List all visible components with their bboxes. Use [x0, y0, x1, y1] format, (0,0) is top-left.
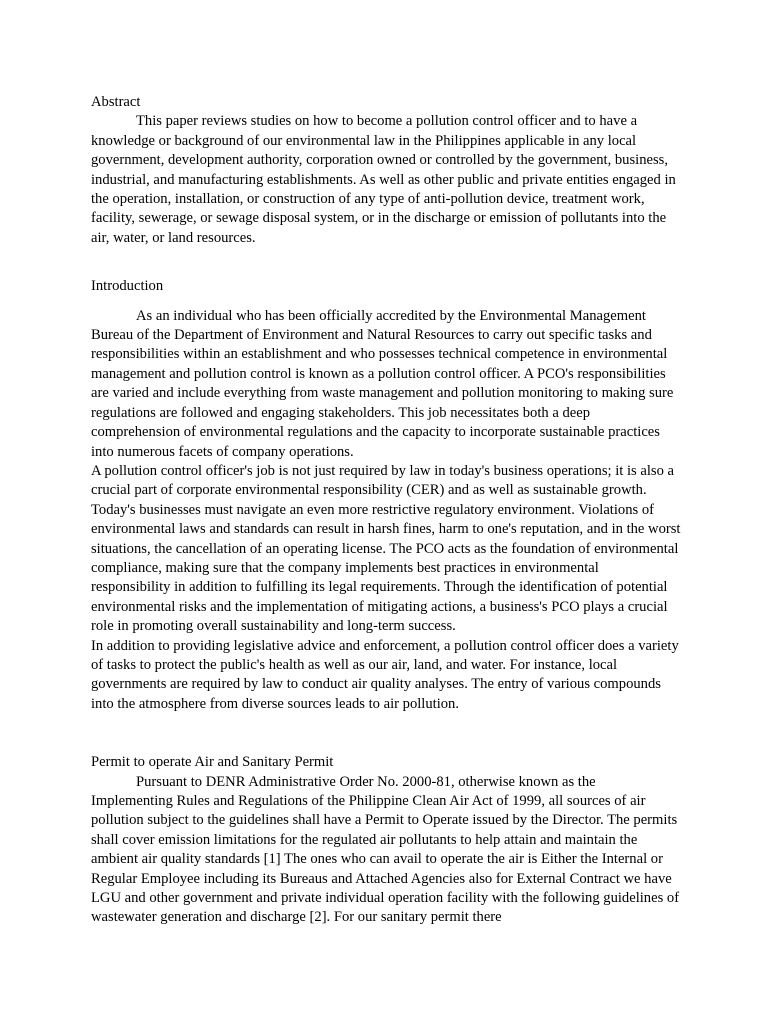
permit-section [91, 753, 681, 928]
paragraph-spacer [91, 297, 681, 307]
introduction-paragraph-2: A pollution control officer's job is not just required by law in today's business operations; it is also a crucial part of corporate environmental responsibility (CER) and as well as sustainable growth. Today's businesses must navigate an even more restrictive regulatory environment. Violations of environmental laws and standards can result in harsh fines, harm to one's reputation, and in the worst situations, the cancellation of an operating license. The PCO acts as the foundation of environmental compliance, making sure that the company implements best practices in environmental responsibility in addition to fulfilling its legal requirements. Through the identification of potential environmental risks and the implementation of mitigating actions, a business's PCO plays a crucial role in promoting overall sustainability and long-term success. [91, 462, 681, 635]
abstract-paragraph: This paper reviews studies on how to become a pollution control officer and to have a knowledge or background of our environmental law in the Philippines applicable in any local government, development authority, corporation owned or controlled by the government, business, industrial, and manufacturing establishments. As well as other public and private entities engaged in the operation, installation, or construction of any type of anti-pollution device, treatment work, facility, sewerage, or sewage disposal system, or in the discharge or emission of pollutants into the air, water, or land resources. [91, 113, 676, 246]
document-page [91, 93, 681, 928]
introduction-paragraph-3: In addition to providing legislative advice and enforcement, a pollution control officer does a variety of tasks to protect the public's health as well as our air, land, and water. For instance, local governments are required by law to conduct air quality analyses. The entry of various compounds into the atmosphere from diverse sources leads to air pollution. [91, 637, 679, 712]
introduction-paragraph-1: As an individual who has been officially accredited by the Environmental Management Bureau of the Department of Environment and Natural Resources to carry out specific tasks and responsibilities within an establishment and who possesses technical competence in environmental management and pollution control is known as a pollution control officer. A PCO's responsibilities are varied and include everything from waste management and pollution monitoring to making sure regulations are followed and engaging stakeholders. This job necessitates both a deep comprehension of environmental regulations and the capacity to incorporate sustainable practices into numerous facets of company operations. [91, 307, 674, 460]
abstract-section [91, 93, 681, 248]
abstract-heading: Abstract [91, 94, 141, 110]
permit-paragraph: Pursuant to DENR Administrative Order No. 2000-81, otherwise known as the Implementing Rules and Regulations of the Philippine Clean Air Act of 1999, all sources of air pollution subject to the guidelines shall have a Permit to Operate issued by the Director. The permits shall cover emission limitations for the regulated air pollutants to help attain and maintain the ambient air quality standards [1] The ones who can avail to operate the air is Either the Internal or Regular Employee including its Bureaus and Attached Agencies also for External Contract we have LGU and other government and private individual operation facility with the following guidelines of wastewater generation and discharge [2]. For our sanitary permit there [91, 773, 680, 926]
introduction-section [91, 277, 681, 714]
permit-heading: Permit to operate Air and Sanitary Permit [91, 754, 334, 771]
section-spacer [91, 714, 681, 753]
introduction-heading: Introduction [91, 278, 164, 295]
section-spacer [91, 248, 681, 277]
